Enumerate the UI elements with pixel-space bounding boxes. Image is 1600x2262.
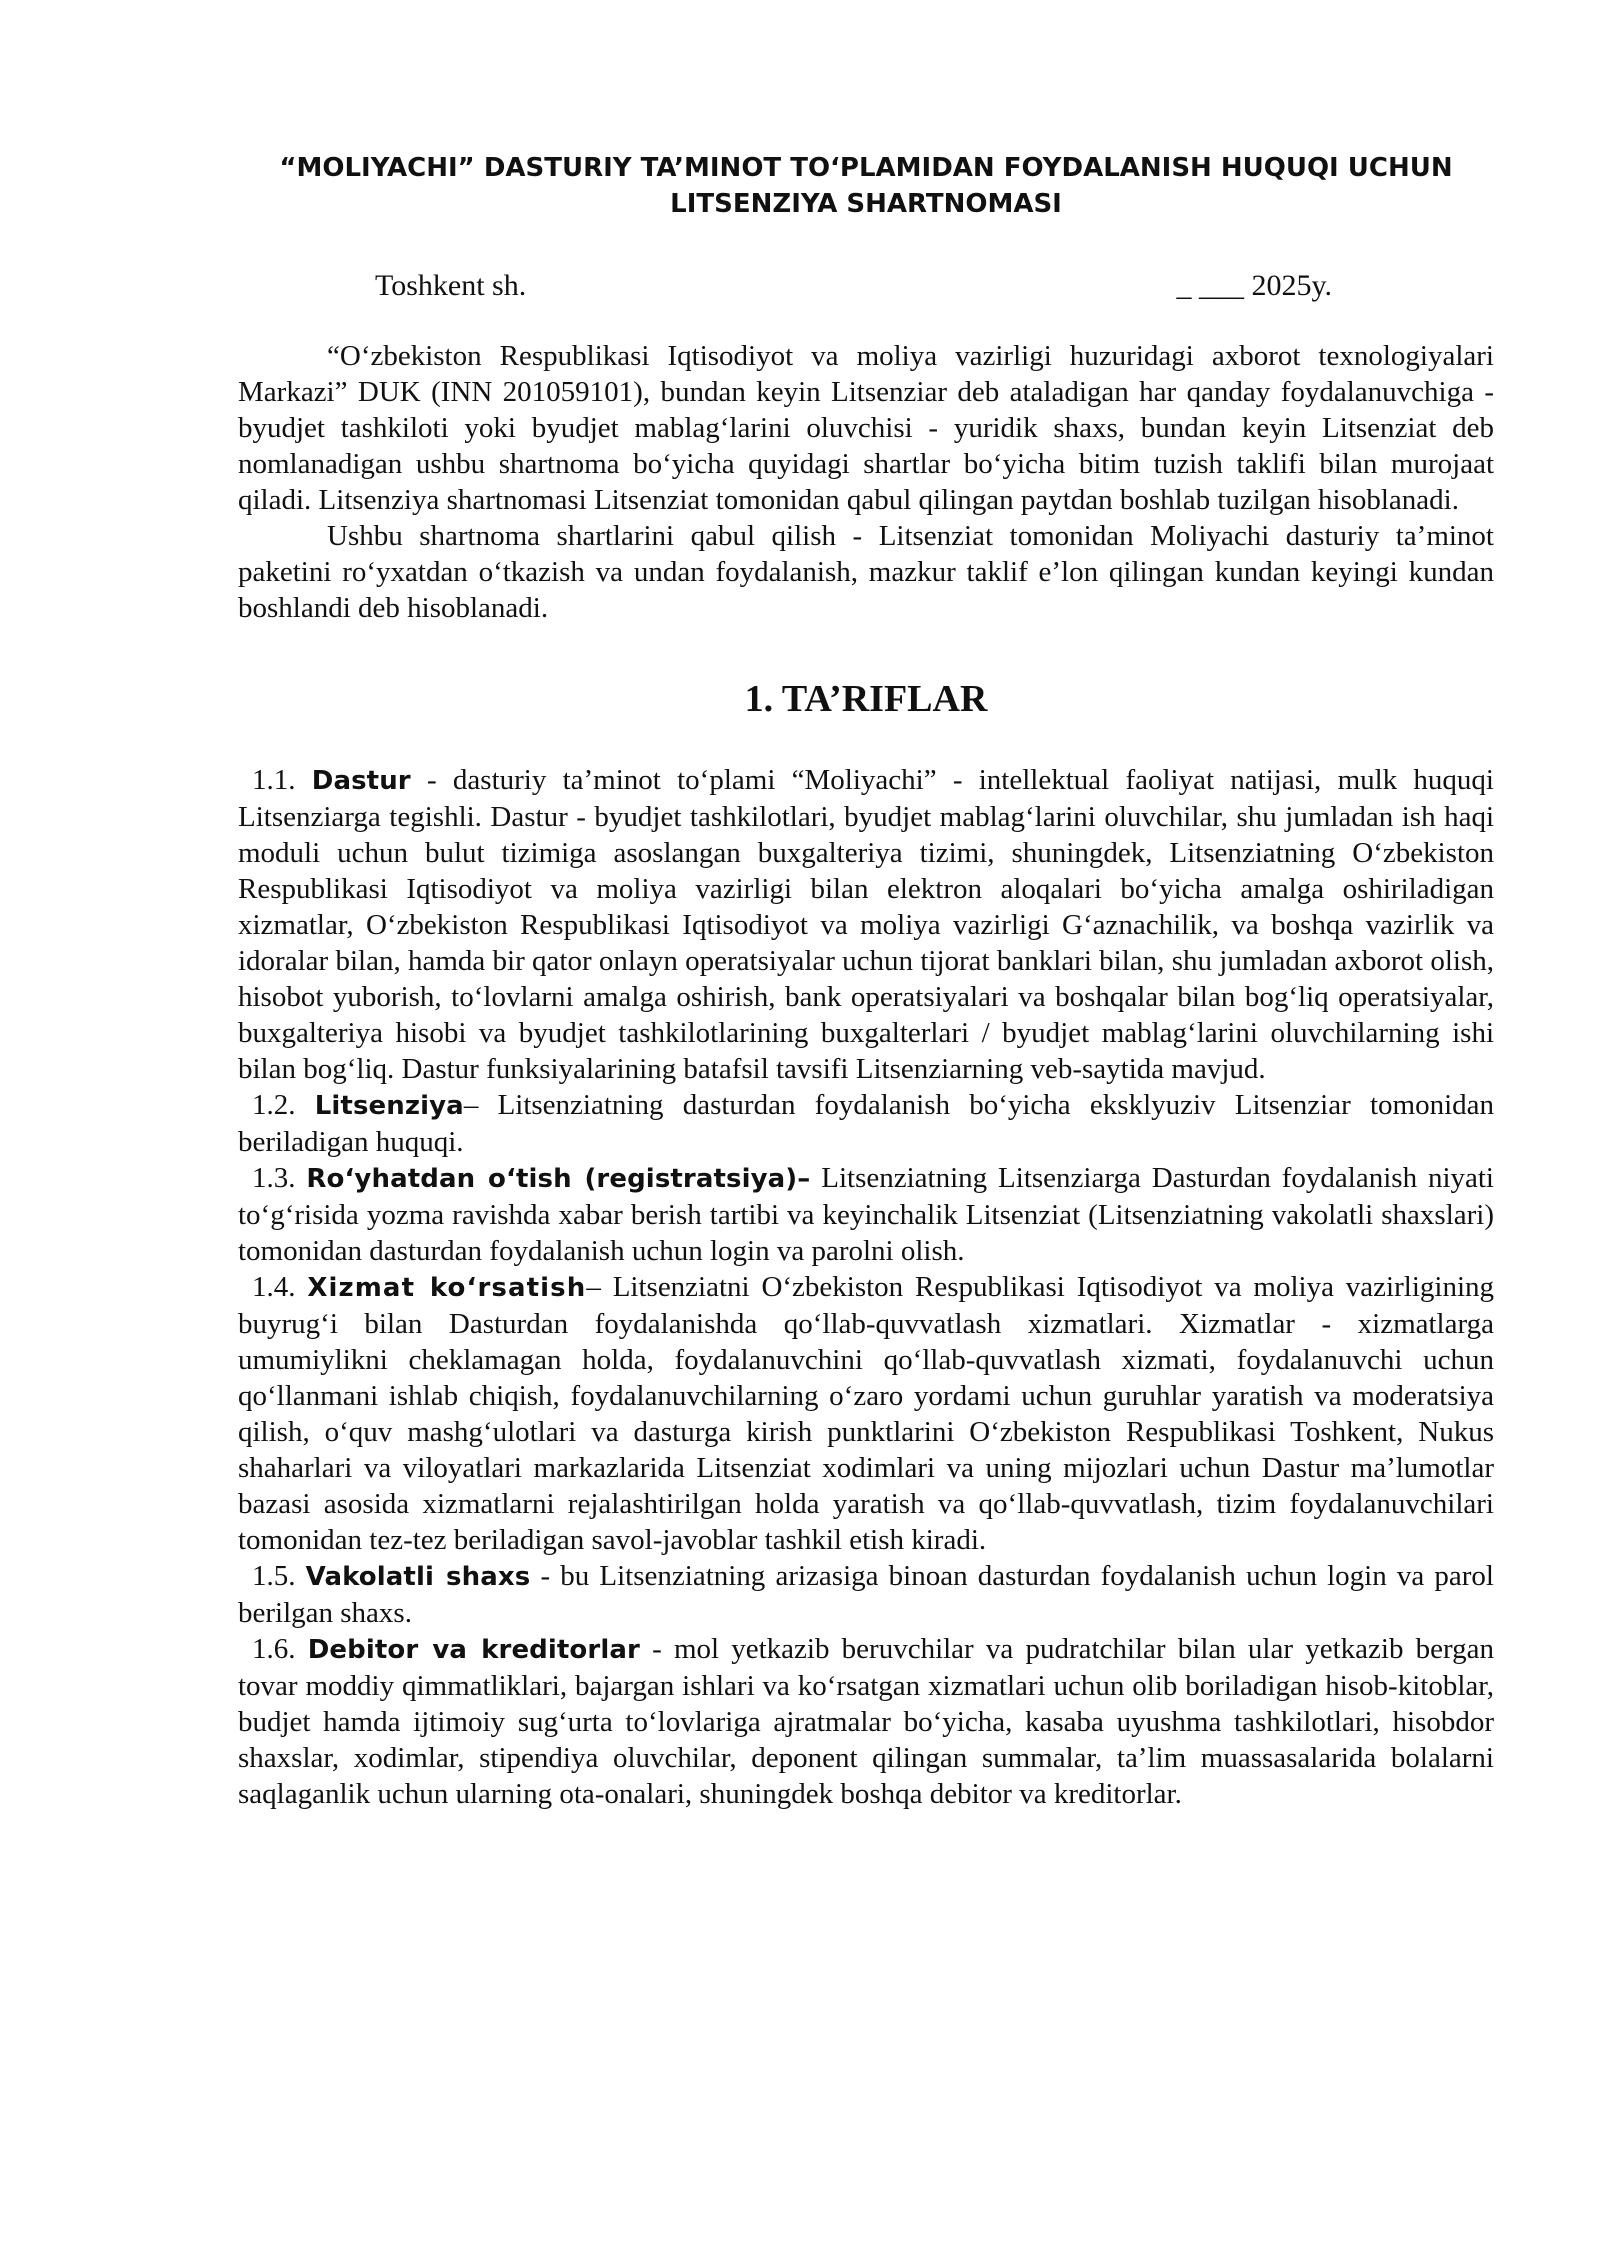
definition-term: Xizmat ko‘rsatish [307,1273,587,1303]
document-content [238,150,1494,1812]
definition-number: 1.1. [252,764,296,796]
definition-item [238,762,1494,1087]
definition-term: Debitor va kreditorlar [307,1635,640,1665]
definition-paragraph [238,1087,1494,1160]
definition-paragraph [238,1269,1494,1558]
definition-number: 1.6. [252,1633,296,1665]
section-heading: 1. TA’RIFLAR [744,678,988,720]
definition-number: 1.3. [252,1162,296,1194]
definition-item [238,1631,1494,1812]
intro-paragraph: “O‘zbekiston Respublikasi Iqtisodiyot va moliya vazirligi huzuridagi axborot texnologiyalari Markazi” DUK (INN 201059101), bundan keyin Litsenziar deb ataladigan har qanday foydalanuvchiga - byudjet tashkiloti yoki byudjet mablag‘larini oluvchisi - yuridik shaxs, bundan keyin Litsenziat deb nomlanadigan ushbu shartnoma bo‘yicha quyidagi shartlar bo‘yicha bitim tuzish taklifi bilan murojaat qiladi. Litsenziya shartnomasi Litsenziat tomonidan qabul qilingan paytdan boshlab tuzilgan hisoblanadi. [238,340,1494,516]
definition-term: Ro‘yhatdan o‘tish (registratsiya)– [306,1164,811,1194]
definition-number: 1.2. [252,1089,296,1121]
definition-paragraph [238,1160,1494,1269]
definition-number: 1.4. [252,1271,296,1303]
definition-paragraph [238,1558,1494,1631]
city-label: Toshkent sh. [375,269,527,302]
document-title: “MOLIYACHI” DASTURIY TA’MINOT TO‘PLAMIDAN FOYDALANISH HUQUQI UCHUN LITSENZIYA SHARTNOMASI [279,153,1453,219]
definition-term: Vakolatli shaxs [305,1562,531,1592]
definition-text: - mol yetkazib beruvchilar va pudratchilar bilan ular yetkazib bergan tovar moddiy qimmatliklari, bajargan ishlari va ko‘rsatgan xizmatlari uchun olib boriladigan hisob-kitoblar, budjet hamda ijtimoiy sug‘urta to‘lovlariga ajratmalar bo‘yicha, kasaba uyushma tashkilotlari, hisobdor shaxslar, xodimlar, stipendiya oluvchilar, deponent qilingan summalar, ta’lim muassasalarida bolalarni saqlaganlik uchun ularning ota-onalari, shuningdek boshqa debitor va kreditorlar. [238,1633,1495,1810]
definition-number: 1.5. [252,1560,296,1592]
intro-section [238,338,1494,626]
definition-term: Dastur [311,766,411,796]
definition-item [238,1087,1494,1160]
intro-paragraph: Ushbu shartnoma shartlarini qabul qilish - Litsenziat tomonidan Moliyachi dasturiy ta’minot paketini ro‘yxatdan o‘tkazish va undan foydalanish, mazkur taklif e’lon qilingan kundan keyingi kundan boshlandi deb hisoblanadi. [238,520,1494,624]
date-label: _ ___ 2025y. [1176,269,1332,302]
definition-text: - dasturiy ta’minot to‘plami “Moliyachi” - intellektual faoliyat natijasi, mulk huquqi Litsenziarga tegishli. Dastur - byudjet tashkilotlari, byudjet mablag‘larini oluvchilar, shu jumladan ish haqi moduli uchun bulut tizimiga asoslangan buxgalteriya tizimi, shuningdek, Litsenziatning O‘zbekiston Respublikasi Iqtisodiyot va moliya vazirligi bilan elektron aloqalari bo‘yicha amalga oshiriladigan xizmatlar, O‘zbekiston Respublikasi Iqtisodiyot va moliya vazirligi G‘aznachilik, va boshqa vazirlik va idoralar bilan, hamda bir qator onlayn operatsiyalar uchun tijorat banklari bilan, shu jumladan axborot olish, hisobot yuborish, to‘lovlarni amalga oshirish, bank operatsiyalari va boshqalar bilan bog‘liq operatsiyalar, buxgalteriya hisobi va byudjet tashkilotlarining buxgalterlari / byudjet mablag‘larini oluvchilarning ishi bilan bog‘liq. Dastur funksiyalarining batafsil tavsifi Litsenziarning veb-saytida mavjud. [238,764,1494,1085]
definition-item [238,1269,1494,1558]
definition-paragraph [238,762,1494,1087]
definition-paragraph [238,1631,1494,1812]
definitions-list [238,762,1494,1812]
definition-text: Litsenziatning Litsenziarga Dasturdan foydalanish niyati to‘g‘risida yozma ravishda xabar berish tartibi va keyinchalik Litsenziat (Litsenziatning vakolatli shaxslari) tomonidan dasturdan foydalanish uchun login va parolni olish. [238,1162,1494,1267]
document-meta-row [238,266,1494,306]
definition-text: – Litsenziatning dasturdan foydalanish bo‘yicha eksklyuziv Litsenziar tomonidan beriladigan huquqi. [238,1089,1495,1158]
definition-text: - bu Litsenziatning arizasiga binoan dasturdan foydalanish uchun login va parol berilgan shaxs. [238,1560,1494,1629]
definition-item [238,1558,1494,1631]
definition-text: – Litsenziatni O‘zbekiston Respublikasi Iqtisodiyot va moliya vazirligining buyrug‘i bilan Dasturdan foydalanishda qo‘llab-quvvatlash xizmatlari. Xizmatlar - xizmatlarga umumiylikni cheklamagan holda, foydalanuvchini qo‘llab-quvvatlash xizmati, foydalanuvchi uchun qo‘llanmani ishlab chiqish, foydalanuvchilarning o‘zaro yordami uchun guruhlar yaratish va moderatsiya qilish, o‘quv mashg‘ulotlari va dasturga kirish punktlarini O‘zbekiston Respublikasi Toshkent, Nukus shaharlari va viloyatlari markazlarida Litsenziat xodimlari va uning mijozlari uchun Dastur ma’lumotlar bazasi asosida xizmatlarni rejalashtirilgan holda yaratish va qo‘llab-quvvatlash, tizim foydalanuvchilari tomonidan tez-tez beriladigan savol-javoblar tashkil etish kiradi. [238,1271,1494,1556]
definition-item [238,1160,1494,1269]
definition-term: Litsenziya [314,1091,464,1121]
